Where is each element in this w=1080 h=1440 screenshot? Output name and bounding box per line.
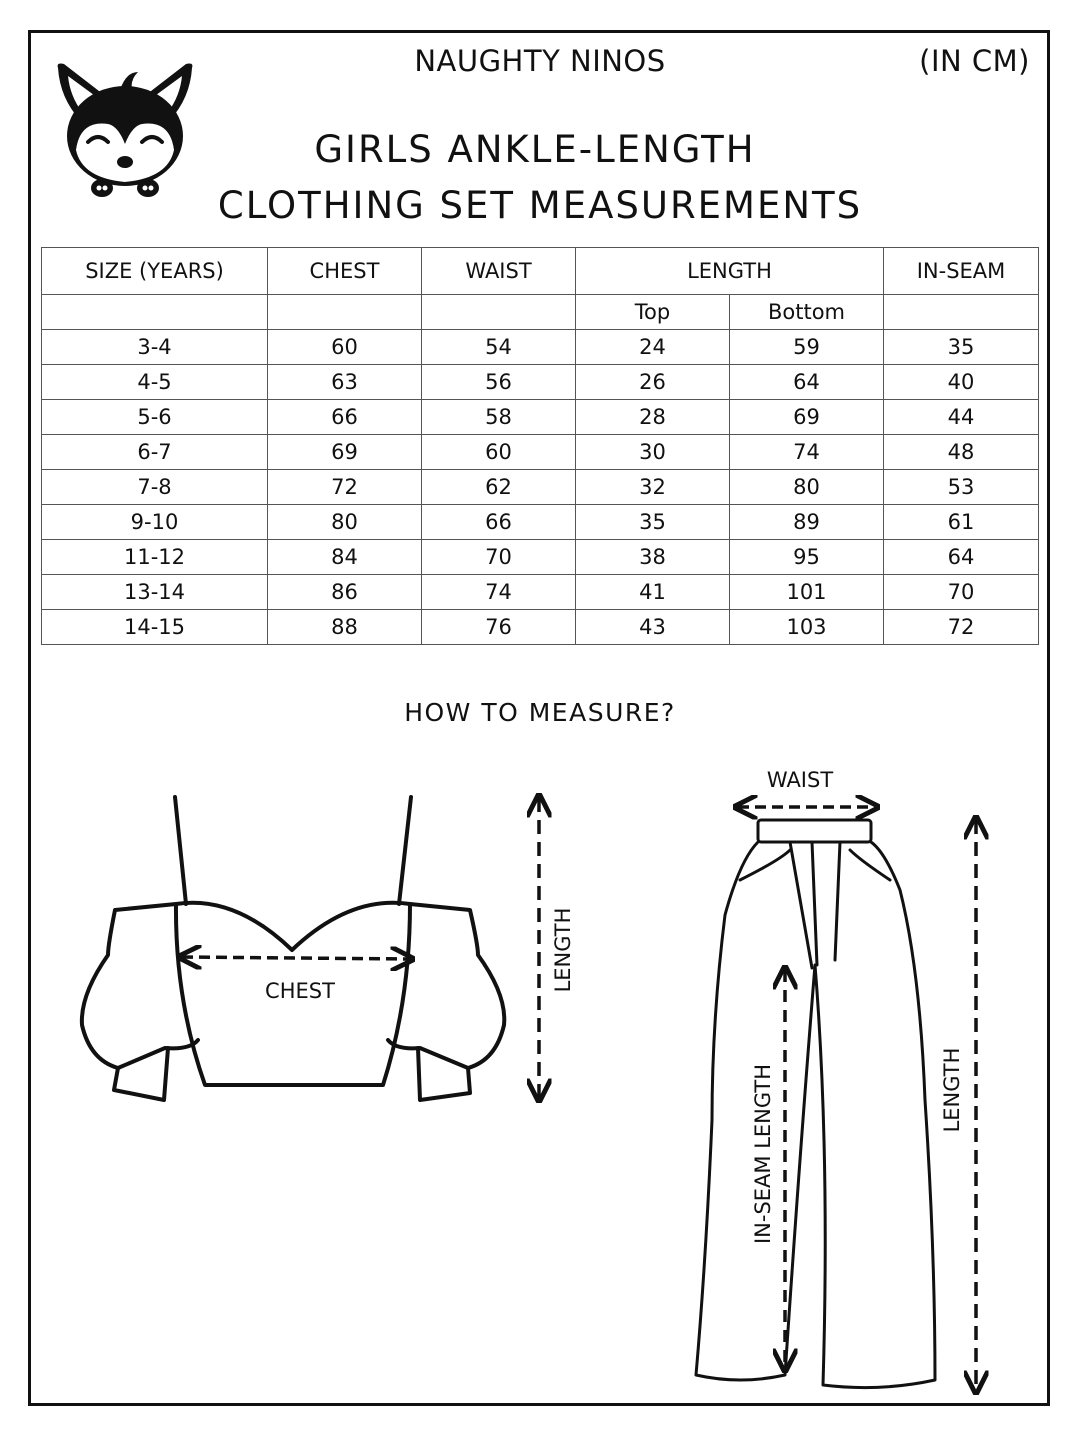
table-cell: 54 — [422, 330, 576, 365]
table-cell: 56 — [422, 365, 576, 400]
table-cell: 35 — [884, 330, 1039, 365]
table-cell: 101 — [730, 575, 884, 610]
table-cell: 86 — [268, 575, 422, 610]
table-cell: 48 — [884, 435, 1039, 470]
table-cell: 3-4 — [42, 330, 268, 365]
table-cell: 69 — [268, 435, 422, 470]
table-cell: 26 — [576, 365, 730, 400]
table-cell: 59 — [730, 330, 884, 365]
brand-name: NAUGHTY NINOS — [414, 44, 666, 78]
table-cell: 64 — [884, 540, 1039, 575]
table-cell: 63 — [268, 365, 422, 400]
table-cell: 60 — [268, 330, 422, 365]
table-cell: 30 — [576, 435, 730, 470]
table-cell: 5-6 — [42, 400, 268, 435]
table-cell: 89 — [730, 505, 884, 540]
table-cell: 84 — [268, 540, 422, 575]
table-cell: 80 — [268, 505, 422, 540]
table-cell: 103 — [730, 610, 884, 645]
how-to-measure-title: HOW TO MEASURE? — [404, 698, 676, 727]
table-cell: 74 — [422, 575, 576, 610]
inseam-label: IN-SEAM LENGTH — [751, 1063, 775, 1245]
table-cell: 76 — [422, 610, 576, 645]
table-cell: 58 — [422, 400, 576, 435]
table-cell: 44 — [884, 400, 1039, 435]
table-cell: 74 — [730, 435, 884, 470]
table-cell: 41 — [576, 575, 730, 610]
table-cell: 11-12 — [42, 540, 268, 575]
table-cell: 80 — [730, 470, 884, 505]
table-cell: 88 — [268, 610, 422, 645]
table-cell: 69 — [730, 400, 884, 435]
top-garment-diagram — [82, 797, 504, 1100]
waist-label: WAIST — [766, 768, 834, 792]
table-cell: 64 — [730, 365, 884, 400]
table-cell: 53 — [884, 470, 1039, 505]
chest-arrow — [182, 957, 410, 959]
header-waist: WAIST — [422, 248, 576, 295]
table-cell: 72 — [268, 470, 422, 505]
top-length-label: LENGTH — [551, 907, 575, 993]
table-cell: 35 — [576, 505, 730, 540]
header-top: Top — [576, 295, 730, 330]
table-cell: 6-7 — [42, 435, 268, 470]
table-cell: 7-8 — [42, 470, 268, 505]
unit-label: (IN CM) — [919, 44, 1030, 78]
page-title-line2: CLOTHING SET MEASUREMENTS — [217, 184, 863, 227]
pants-diagram — [696, 820, 935, 1388]
table-cell: 13-14 — [42, 575, 268, 610]
table-cell: 60 — [422, 435, 576, 470]
header-bottom: Bottom — [730, 295, 884, 330]
chest-label: CHEST — [265, 979, 335, 1003]
table-cell: 24 — [576, 330, 730, 365]
table-cell: 95 — [730, 540, 884, 575]
table-cell: 62 — [422, 470, 576, 505]
table-cell: 9-10 — [42, 505, 268, 540]
header-chest: CHEST — [268, 248, 422, 295]
table-cell: 40 — [884, 365, 1039, 400]
table-cell: 43 — [576, 610, 730, 645]
table-cell: 70 — [422, 540, 576, 575]
table-cell: 14-15 — [42, 610, 268, 645]
pants-length-label: LENGTH — [940, 1047, 964, 1133]
table-cell: 72 — [884, 610, 1039, 645]
table-cell: 66 — [268, 400, 422, 435]
table-cell: 28 — [576, 400, 730, 435]
table-cell: 38 — [576, 540, 730, 575]
table-cell: 66 — [422, 505, 576, 540]
page-title-line1: GIRLS ANKLE-LENGTH — [314, 128, 756, 171]
table-cell: 70 — [884, 575, 1039, 610]
table-cell: 4-5 — [42, 365, 268, 400]
header-length: LENGTH — [576, 248, 884, 295]
header-size: SIZE (YEARS) — [42, 248, 268, 295]
header-inseam: IN-SEAM — [884, 248, 1039, 295]
table-cell: 61 — [884, 505, 1039, 540]
table-cell: 32 — [576, 470, 730, 505]
